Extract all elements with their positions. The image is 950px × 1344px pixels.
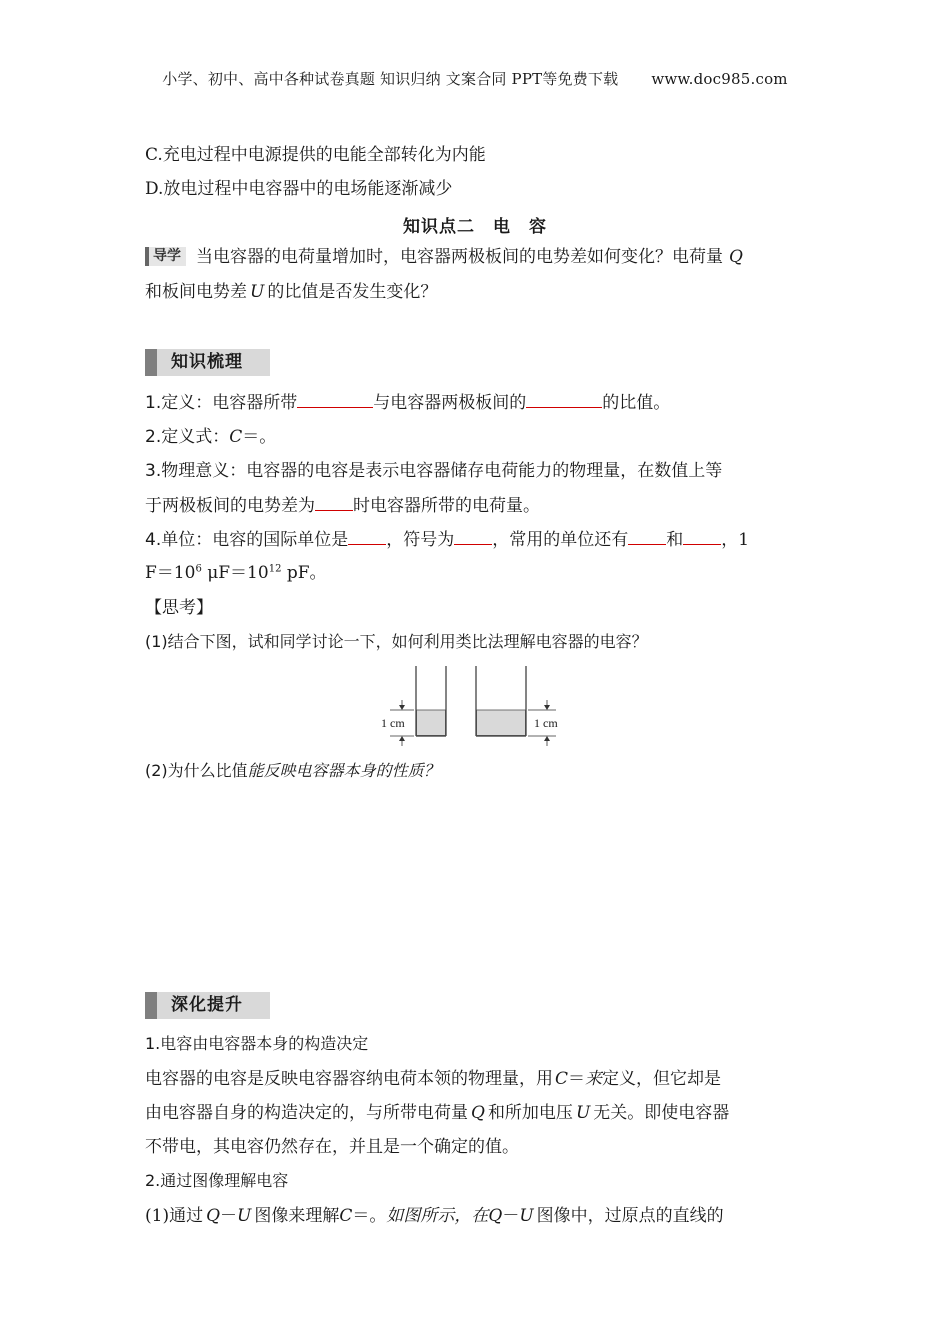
right-dimension-label: 1 cm xyxy=(534,716,558,730)
knowledge-item-4-line-1 xyxy=(145,528,810,551)
paragraph-text: 图像来理解 xyxy=(254,1206,340,1226)
section-title: 知识点二 电 容 xyxy=(403,217,547,237)
unit-text: pF。 xyxy=(281,563,327,583)
paragraph-text: 和所加电压 xyxy=(487,1103,573,1123)
option-d: D.放电过程中电容器中的电场能逐渐减少 xyxy=(145,179,453,199)
deepen-paragraph-1-line-2 xyxy=(145,1102,810,1124)
var-u: U xyxy=(519,1206,534,1226)
fill-blank[interactable] xyxy=(628,528,666,545)
paragraph-text: 无关。即使电容器 xyxy=(593,1103,730,1123)
unit-text: F＝10 xyxy=(145,563,196,583)
var-u: U xyxy=(237,1206,252,1226)
guide-text-2a: 和板间电势差 xyxy=(145,282,247,302)
deepen-banner xyxy=(145,992,270,1019)
item-text: ，1 xyxy=(721,530,750,550)
paragraph-text: ＝。 xyxy=(352,1206,387,1226)
paragraph-text: 定义，但它却是 xyxy=(602,1069,722,1089)
knowledge-item-3-line-1 xyxy=(145,460,810,482)
item-text: 定义：电容器所带 xyxy=(161,393,298,413)
var-c: C xyxy=(555,1069,569,1089)
item-number: 2. xyxy=(145,427,162,447)
think-question-1: (1)结合下图，试和同学讨论一下，如何利用类比法理解电容器的电容？ xyxy=(145,632,648,651)
var-c: C xyxy=(339,1206,353,1226)
item-text: 和 xyxy=(666,530,684,550)
deepen-heading-2: 2.通过图像理解电容 xyxy=(145,1171,289,1190)
option-c: C.充电过程中电源提供的电能全部转化为内能 xyxy=(145,145,486,165)
think-title: 【思考】 xyxy=(145,598,213,618)
unit-text: μF＝10 xyxy=(201,563,269,583)
item-text: 的比值。 xyxy=(602,393,671,413)
deepen-heading-1: 1.电容由电容器本身的构造决定 xyxy=(145,1034,369,1053)
paragraph-text: ＝ xyxy=(568,1069,586,1089)
paragraph-text: 由电容器自身的构造决定的，与所带电荷量 xyxy=(145,1103,468,1123)
guide-line-1 xyxy=(145,246,810,268)
paragraph-text: 图像中，过原点的直线的 xyxy=(536,1206,724,1226)
fill-blank[interactable] xyxy=(297,391,373,408)
fill-blank[interactable] xyxy=(454,528,492,545)
deepen-paragraph-2-line-1 xyxy=(145,1205,810,1227)
question-text: (2)为什么比值 xyxy=(145,761,248,780)
right-water xyxy=(477,710,526,735)
page-header xyxy=(0,68,950,89)
var-c: C xyxy=(229,427,243,447)
item-text: 单位：电容的国际单位是 xyxy=(161,530,349,550)
paragraph-text: － xyxy=(502,1206,520,1226)
item-text: 物理意义：电容器的电容是表示电容器储存电荷能力的物理量，在数值上等 xyxy=(161,461,723,481)
knowledge-item-4-line-2 xyxy=(145,562,810,584)
item-number: 3. xyxy=(145,461,162,481)
left-water xyxy=(417,710,446,735)
var-u: U xyxy=(575,1103,591,1123)
dim-arrowhead xyxy=(399,705,405,710)
guide-text-2b: 的比值是否发生变化？ xyxy=(267,282,438,302)
knowledge-item-3-line-2 xyxy=(145,494,810,517)
left-dimension-label: 1 cm xyxy=(381,716,405,730)
guide-line-2 xyxy=(145,281,810,303)
fill-blank[interactable] xyxy=(683,528,721,545)
header-text: 小学、初中、高中各种试卷真题 知识归纳 文案合同 PPT等免费下载 xyxy=(162,70,619,88)
deepen-paragraph-1-line-3: 不带电，其电容仍然存在，并且是一个确定的值。 xyxy=(145,1137,519,1157)
paragraph-text: － xyxy=(220,1206,238,1226)
var-q: Q xyxy=(471,1103,485,1123)
container-analogy-figure xyxy=(376,664,576,748)
think-question-2 xyxy=(145,760,810,782)
header-site: www.doc985.com xyxy=(651,70,788,88)
item-text: ，常用的单位还有 xyxy=(492,530,629,550)
paragraph-text-italic: 如图所示，在 xyxy=(386,1206,489,1226)
knowledge-item-2 xyxy=(145,426,810,448)
container-figure-svg xyxy=(376,664,576,748)
knowledge-banner-label: 知识梳理 xyxy=(171,352,243,372)
fill-blank[interactable] xyxy=(526,391,602,408)
item-number: 1. xyxy=(145,393,162,413)
dim-arrowhead xyxy=(544,705,550,710)
exponent: 12 xyxy=(268,563,282,575)
fill-blank[interactable] xyxy=(315,494,353,511)
knowledge-item-1 xyxy=(145,391,810,414)
knowledge-banner xyxy=(145,349,270,376)
item-text: 于两极板间的电势差为 xyxy=(145,496,315,516)
paragraph-text: (1)通过 xyxy=(145,1206,204,1226)
dim-arrowhead xyxy=(544,736,550,741)
deepen-paragraph-1-line-1 xyxy=(145,1068,810,1090)
item-text: ＝。 xyxy=(242,427,277,447)
dim-arrowhead xyxy=(399,736,405,741)
question-text-italic: 能反映电容器本身的性质？ xyxy=(247,761,440,780)
item-text: 与电容器两极板间的 xyxy=(373,393,527,413)
var-q: Q xyxy=(488,1206,503,1226)
exponent: 6 xyxy=(195,563,202,575)
item-text: ，符号为 xyxy=(386,530,455,550)
deepen-banner-label: 深化提升 xyxy=(171,995,243,1015)
item-text: 定义式： xyxy=(161,427,230,447)
guide-var-q: Q xyxy=(729,247,743,267)
var-q: Q xyxy=(206,1206,221,1226)
item-text: 时电容器所带的电荷量。 xyxy=(353,496,540,516)
paragraph-text-italic: 来 xyxy=(585,1069,603,1089)
guide-var-u: U xyxy=(250,282,265,302)
fill-blank[interactable] xyxy=(348,528,386,545)
guide-text-1: 当电容器的电荷量增加时，电容器两极板间的电势差如何变化？电荷量 xyxy=(196,247,723,267)
guide-tag: 导学 xyxy=(145,247,186,266)
item-number: 4. xyxy=(145,530,162,550)
paragraph-text: 电容器的电容是反映电容器容纳电荷本领的物理量，用 xyxy=(145,1069,553,1089)
